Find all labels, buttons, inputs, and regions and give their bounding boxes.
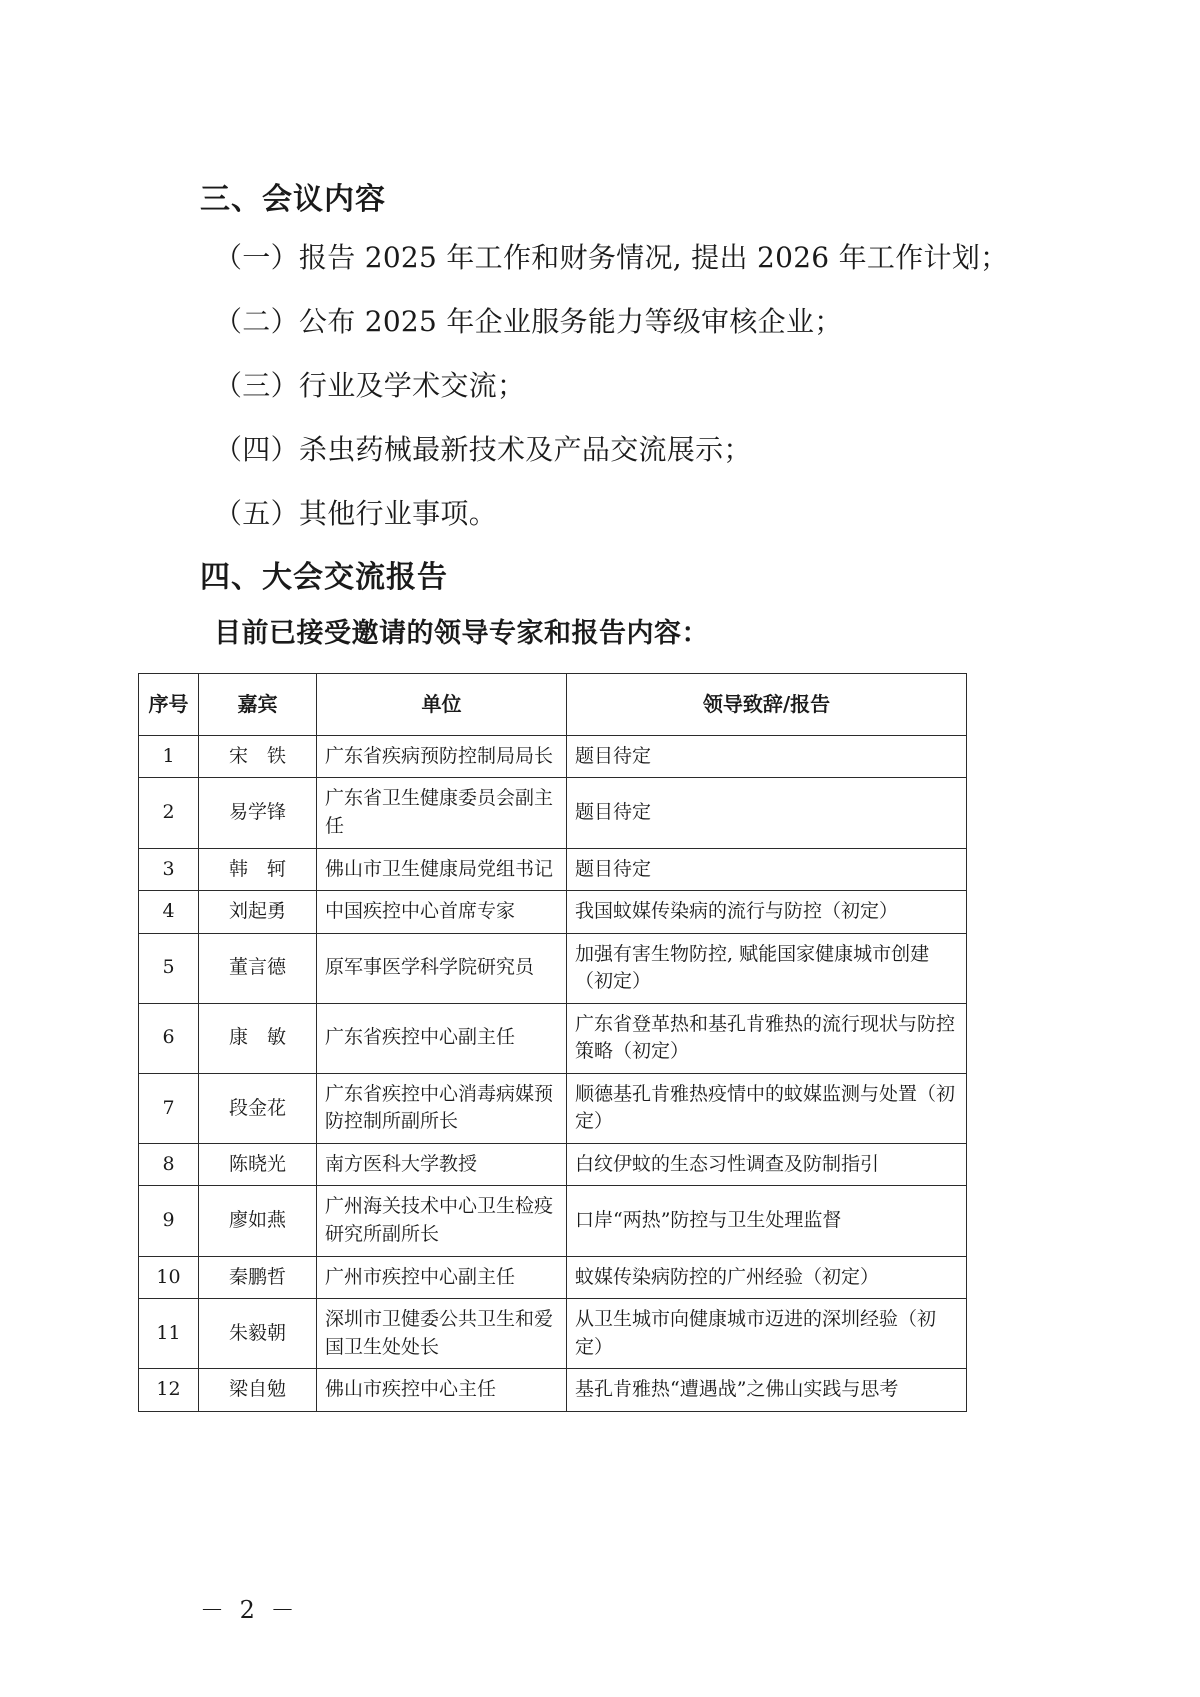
column-header-org: 单位	[317, 673, 567, 735]
cell-org: 佛山市疾控中心主任	[317, 1369, 567, 1412]
cell-topic: 从卫生城市向健康城市迈进的深圳经验（初定）	[567, 1299, 967, 1369]
cell-org: 深圳市卫健委公共卫生和爱国卫生处处长	[317, 1299, 567, 1369]
cell-guest: 梁自勉	[199, 1369, 317, 1412]
cell-topic: 题目待定	[567, 735, 967, 778]
cell-guest: 宋 铁	[199, 735, 317, 778]
table-row	[139, 1186, 967, 1256]
cell-topic: 我国蚊媒传染病的流行与防控（初定）	[567, 891, 967, 934]
table-row	[139, 735, 967, 778]
clause-item-3: （三）行业及学术交流；	[214, 368, 526, 402]
column-header-guest: 嘉宾	[199, 673, 317, 735]
table-row	[139, 1003, 967, 1073]
cell-topic: 白纹伊蚊的生态习性调查及防制指引	[567, 1143, 967, 1186]
clause-item-1: （一）报告 2025 年工作和财务情况, 提出 2026 年工作计划；	[214, 241, 1009, 274]
cell-guest: 廖如燕	[199, 1186, 317, 1256]
cell-guest: 易学锋	[199, 778, 317, 848]
cell-topic: 题目待定	[567, 848, 967, 891]
cell-guest: 刘起勇	[199, 891, 317, 934]
cell-seq: 4	[139, 891, 199, 934]
cell-topic: 基孔肯雅热“遭遇战”之佛山实践与思考	[567, 1369, 967, 1412]
table-row	[139, 1143, 967, 1186]
cell-org: 广东省疾控中心副主任	[317, 1003, 567, 1073]
section-heading-conference-reports: 四、大会交流报告	[200, 559, 448, 595]
table-row	[139, 1299, 967, 1369]
cell-guest: 董言德	[199, 933, 317, 1003]
cell-seq: 5	[139, 933, 199, 1003]
column-header-seq: 序号	[139, 673, 199, 735]
cell-org: 南方医科大学教授	[317, 1143, 567, 1186]
cell-guest: 秦鹏哲	[199, 1256, 317, 1299]
cell-seq: 1	[139, 735, 199, 778]
table-row	[139, 1073, 967, 1143]
invited-experts-table	[138, 673, 967, 1412]
cell-org: 广州海关技术中心卫生检疫研究所副所长	[317, 1186, 567, 1256]
cell-seq: 11	[139, 1299, 199, 1369]
sub-heading-invited-experts: 目前已接受邀请的领导专家和报告内容：	[214, 617, 709, 649]
cell-seq: 7	[139, 1073, 199, 1143]
page-number-marker: － 2 －	[200, 1596, 299, 1624]
table-row	[139, 1256, 967, 1299]
cell-seq: 6	[139, 1003, 199, 1073]
column-header-topic: 领导致辞/报告	[567, 673, 967, 735]
cell-seq: 10	[139, 1256, 199, 1299]
clause-item-5: （五）其他行业事项。	[214, 496, 498, 530]
cell-guest: 段金花	[199, 1073, 317, 1143]
cell-guest: 陈晓光	[199, 1143, 317, 1186]
table-row	[139, 848, 967, 891]
table-header-row	[139, 673, 967, 735]
cell-topic: 题目待定	[567, 778, 967, 848]
cell-org: 中国疾控中心首席专家	[317, 891, 567, 934]
table-row	[139, 1369, 967, 1412]
section-heading-meeting-content: 三、会议内容	[200, 182, 386, 217]
cell-topic: 顺德基孔肯雅热疫情中的蚊媒监测与处置（初定）	[567, 1073, 967, 1143]
table-row	[139, 891, 967, 934]
cell-seq: 12	[139, 1369, 199, 1412]
cell-guest: 韩 轲	[199, 848, 317, 891]
clause-item-2: （二）公布 2025 年企业服务能力等级审核企业；	[214, 304, 843, 338]
cell-seq: 2	[139, 778, 199, 848]
cell-org: 广州市疾控中心副主任	[317, 1256, 567, 1299]
cell-topic: 口岸“两热”防控与卫生处理监督	[567, 1186, 967, 1256]
clause-item-4: （四）杀虫药械最新技术及产品交流展示；	[214, 432, 752, 466]
cell-topic: 蚊媒传染病防控的广州经验（初定）	[567, 1256, 967, 1299]
cell-guest: 康 敏	[199, 1003, 317, 1073]
cell-topic: 加强有害生物防控, 赋能国家健康城市创建（初定）	[567, 933, 967, 1003]
table-row	[139, 933, 967, 1003]
cell-topic: 广东省登革热和基孔肯雅热的流行现状与防控策略（初定）	[567, 1003, 967, 1073]
cell-org: 广东省疾控中心消毒病媒预防控制所副所长	[317, 1073, 567, 1143]
cell-seq: 8	[139, 1143, 199, 1186]
cell-org: 原军事医学科学院研究员	[317, 933, 567, 1003]
cell-seq: 3	[139, 848, 199, 891]
cell-guest: 朱毅朝	[199, 1299, 317, 1369]
cell-org: 广东省卫生健康委员会副主任	[317, 778, 567, 848]
cell-org: 广东省疾病预防控制局局长	[317, 735, 567, 778]
table-row	[139, 778, 967, 848]
cell-seq: 9	[139, 1186, 199, 1256]
table-body	[139, 735, 967, 1411]
cell-org: 佛山市卫生健康局党组书记	[317, 848, 567, 891]
